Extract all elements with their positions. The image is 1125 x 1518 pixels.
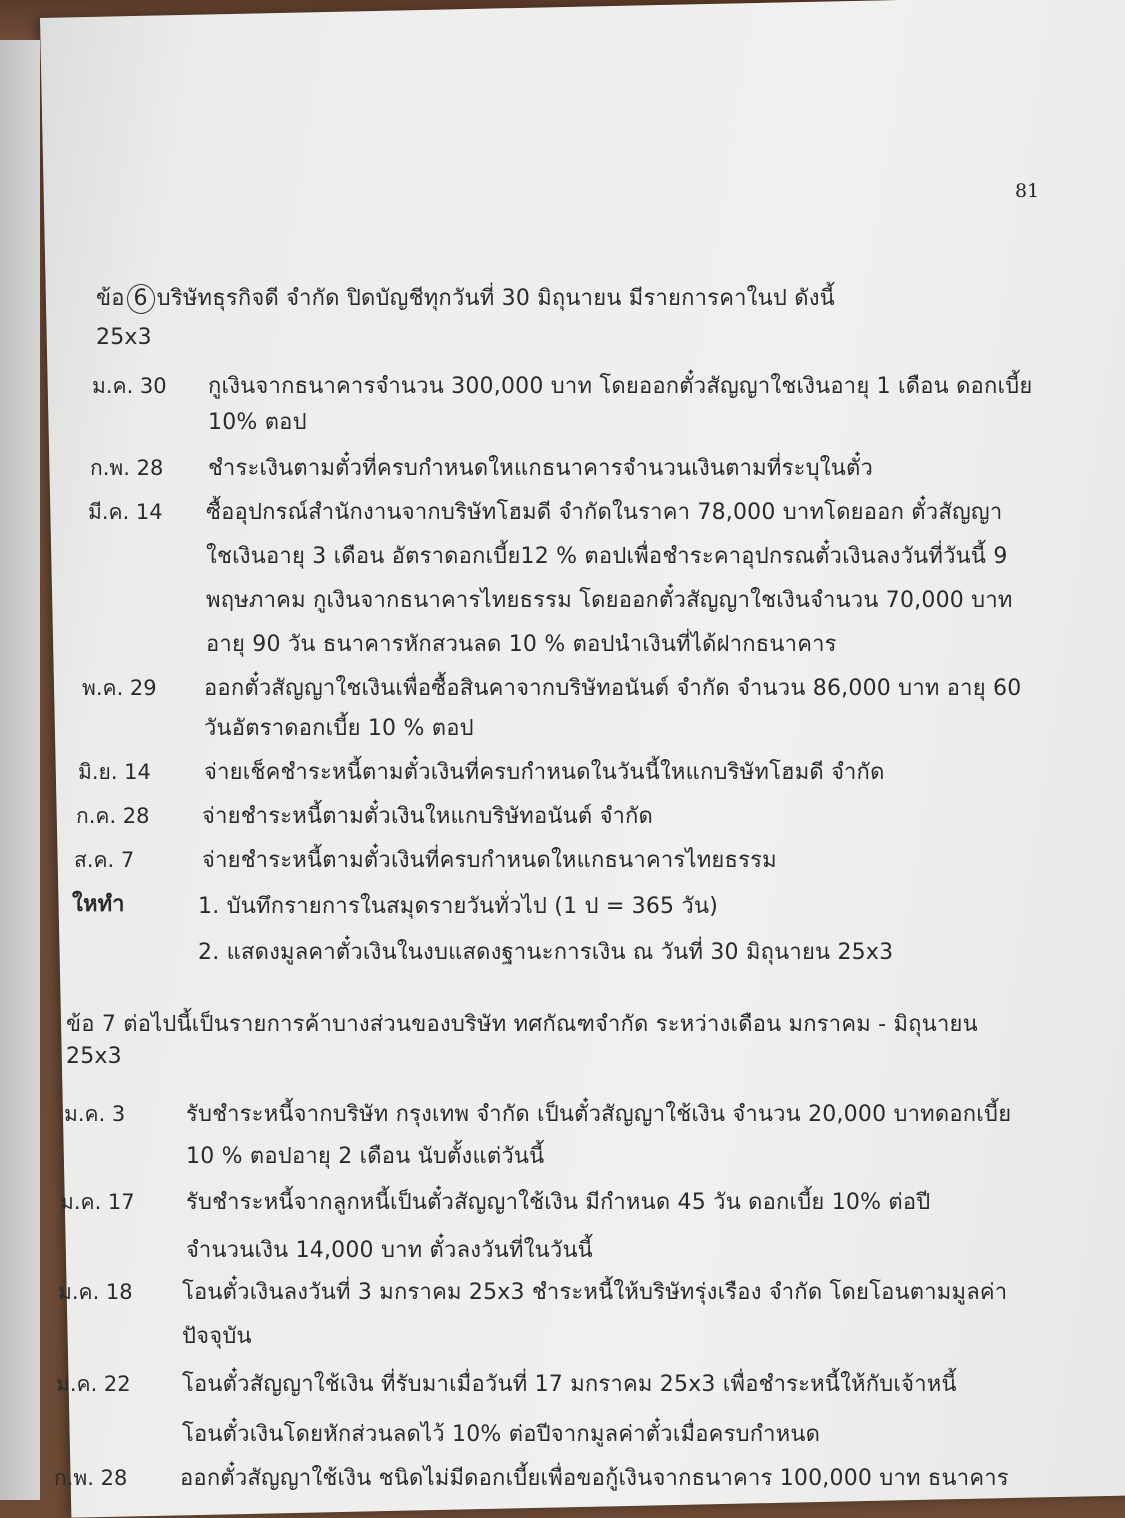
problem7-entry-line: ออกตั๋วสัญญาใช้เงิน ชนิดไม่มีดอกเบี้ยเพื่อขอกู้เงินจากธนาคาร 100,000 บาท ธนาคาร [180,1466,1009,1491]
problem7-entry-line: รับชำระหนี้จากบริษัท กรุงเทพ จำกัด เป็นตั๋วสัญญาใช้เงิน จำนวน 20,000 บาทดอกเบี้ย [186,1102,1012,1127]
problem6-number: 6 [127,284,155,314]
problem6-entry-line: ซื้ออุปกรณ์สำนักงานจากบริษัทโฮมดี จำกัดในราคา 78,000 บาทโดยออก ตั๋วสัญญา [206,500,1003,525]
problem6-entry-date: ส.ค. 7 [74,848,135,872]
problem6-prefix: ข้อ [96,286,125,311]
problem7-entry-line: โอนตั๋วเงินโดยหักส่วนลดไว้ 10% ต่อปีจากมูลค่าตั๋วเมื่อครบกำหนด [182,1422,821,1447]
problem7-entry-line: รับชำระหนี้จากลูกหนี้เป็นตั๋วสัญญาใช้เงิน มีกำหนด 45 วัน ดอกเบี้ย 10% ต่อปี [186,1190,931,1215]
problem6-entry-line: อายุ 90 วัน ธนาคารหักสวนลด 10 % ตอปนำเงินที่ได้ฝากธนาคาร [206,632,837,657]
problem7-header: ข้อ 7 ต่อไปนี้เป็นรายการค้าบางส่วนของบริษัท ทศกัณฑจำกัด ระหว่างเดือน มกราคม - มิถุนายน [66,1012,978,1037]
problem7-entry-line: โอนตั๋วเงินลงวันที่ 3 มกราคม 25x3 ชำระหนี้ให้บริษัทรุ่งเรือง จำกัด โดยโอนตามมูลค่า [182,1280,1008,1305]
problem6-year: 25x3 [96,325,152,350]
problem6-title: บริษัทธุรกิจดี จำกัด ปิดบัญชีทุกวันที่ 30 มิถุนายน มีรายการคาในป ดังนี้ [156,286,835,311]
problem7-entry-date: ม.ค. 18 [58,1280,133,1304]
problem7-entry-date: ม.ค. 3 [64,1102,126,1126]
page-number: 81 [1015,180,1040,202]
problem6-entry-date: ก.ค. 28 [76,804,150,828]
problem7-entry-line: 10 % ตอปอายุ 2 เดือน นับตั้งแต่วันนี้ [186,1144,545,1169]
problem7-entry-line: ปัจจุบัน [182,1324,252,1349]
problem7-entry-date: ม.ค. 22 [56,1372,131,1396]
task-item: 2. แสดงมูลคาตั๋วเงินในงบแสดงฐานะการเงิน ณ วันที่ 30 มิถุนายน 25x3 [198,940,894,965]
problem6-entry-date: พ.ค. 29 [82,676,157,700]
problem7-entry-date: ก.พ. 28 [54,1466,128,1490]
problem6-entry-date: ม.ค. 30 [92,374,167,398]
task-item: 1. บันทึกรายการในสมุดรายวันทั่วไป (1 ป = 365 วัน) [198,894,719,919]
problem6-entry-date: ก.พ. 28 [90,456,164,480]
problem6-entry-line: กูเงินจากธนาคารจำนวน 300,000 บาท โดยออกตั๋วสัญญาใชเงินอายุ 1 เดือน ดอกเบี้ย [208,374,1033,399]
problem6-entry-date: มิ.ย. 14 [78,760,151,784]
problem6-entry-line: จ่ายชำระหนี้ตามตั๋วเงินที่ครบกำหนดใหแกธนาคารไทยธรรม [202,848,777,873]
problem6-entry-line: ใชเงินอายุ 3 เดือน อัตราดอกเบี้ย12 % ตอปเพื่อชำระคาอุปกรณตั๋วเงินลงวันที่วันนี้ 9 [206,544,1008,569]
problem6-entry-line: ออกตั๋วสัญญาใชเงินเพื่อซื้อสินคาจากบริษัทอนันต์ จำกัด จำนวน 86,000 บาท อายุ 60 [204,676,1022,701]
problem6-entry-line: พฤษภาคม กูเงินจากธนาคารไทยธรรม โดยออกตั๋วสัญญาใชเงินจำนวน 70,000 บาท [206,588,1013,613]
problem7-entry-line: จำนวนเงิน 14,000 บาท ตั๋วลงวันที่ในวันนี้ [186,1238,593,1263]
problem6-entry-line: ชำระเงินตามตั๋วที่ครบกำหนดใหแกธนาคารจำนวนเงินตามที่ระบุในตั๋ว [208,456,873,481]
problem6-entry-line: วันอัตราดอกเบี้ย 10 % ตอป [204,716,474,741]
problem6-entry-line: จ่ายชำระหนี้ตามตั๋วเงินใหแกบริษัทอนันต์ จำกัด [202,804,654,829]
problem7-year: 25x3 [66,1044,122,1069]
problem7-entry-date: ม.ค. 17 [60,1190,135,1214]
problem6-entry-line: 10% ตอป [208,410,307,435]
problem6-header [96,280,835,315]
problem7-entry-line: โอนตั๋วสัญญาใช้เงิน ที่รับมาเมื่อวันที่ 17 มกราคม 25x3 เพื่อชำระหนี้ให้กับเจ้าหนี้ [182,1372,957,1397]
task-label: ใหทำ [72,892,125,917]
problem6-entry-date: มี.ค. 14 [88,500,163,524]
problem6-entry-line: จ่ายเช็คชำระหนี้ตามตั๋วเงินที่ครบกำหนดในวันนี้ใหแกบริษัทโฮมดี จำกัด [204,760,885,785]
